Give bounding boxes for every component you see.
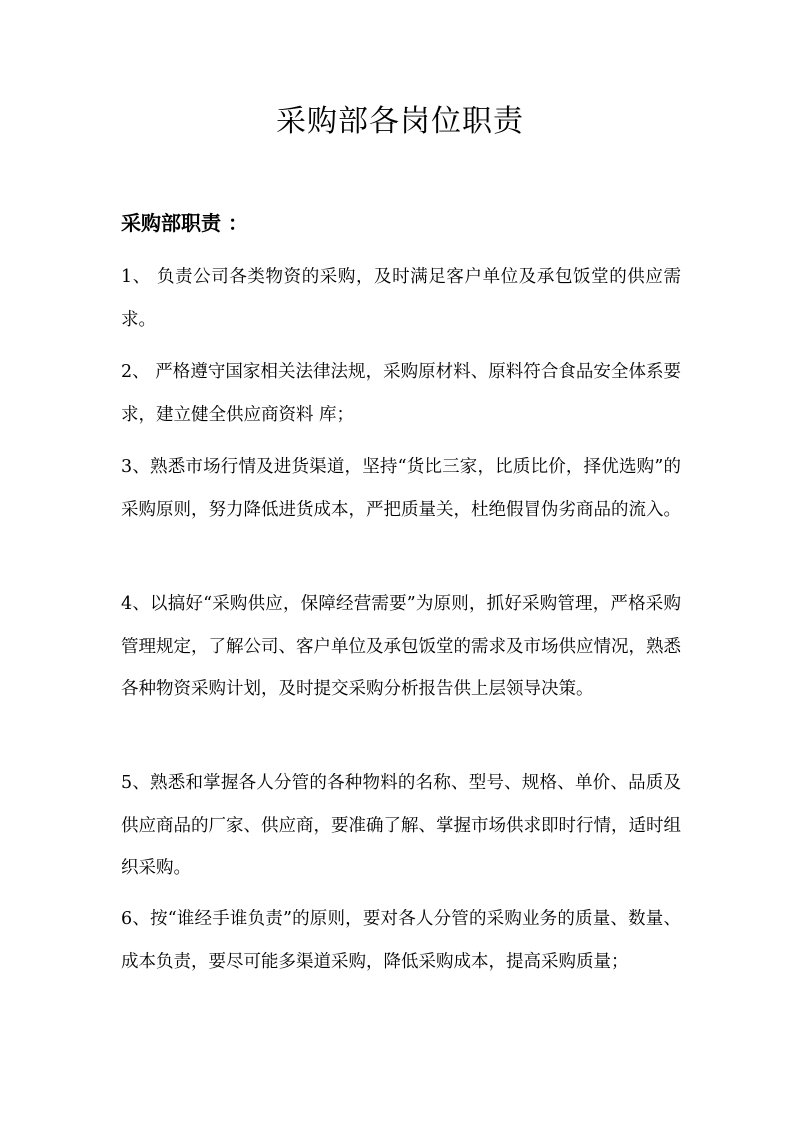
- duty-paragraph-2: 2、 严格遵守国家相关法律法规，采购原材料、原料符合食品安全体系要求，建立健全供应商资料 库；: [121, 362, 681, 425]
- document-title: 采购部各岗位职责: [276, 104, 524, 139]
- duty-paragraph-4: 4、以搞好“采购供应，保障经营需要”为原则，抓好采购管理，严格采购管理规定，了解公司、客户单位及承包饭堂的需求及市场供应情况，熟悉各种物资采购计划，及时提交采购分析报告供上层领导决策。: [121, 594, 681, 699]
- duty-paragraph-3: 3、熟悉市场行情及进货渠道，坚持“货比三家，比质比价，择优选购”的采购原则，努力降低进货成本，严把质量关，杜绝假冒伪劣商品的流入。: [121, 457, 681, 520]
- duty-paragraph-1: 1、 负责公司各类物资的采购，及时满足客户单位及承包饭堂的供应需求。: [121, 267, 681, 330]
- section-heading: 采购部职责 ：: [121, 211, 248, 235]
- duty-paragraph-6: 6、按“谁经手谁负责”的原则，要对各人分管的采购业务的质量、数量、成本负责，要尽可能多渠道采购，降低采购成本，提高采购质量；: [121, 909, 681, 972]
- duty-paragraph-5: 5、熟悉和掌握各人分管的各种物料的名称、型号、规格、单价、品质及供应商品的厂家、供应商，要准确了解、掌握市场供求即时行情，适时组织采购。: [121, 773, 681, 878]
